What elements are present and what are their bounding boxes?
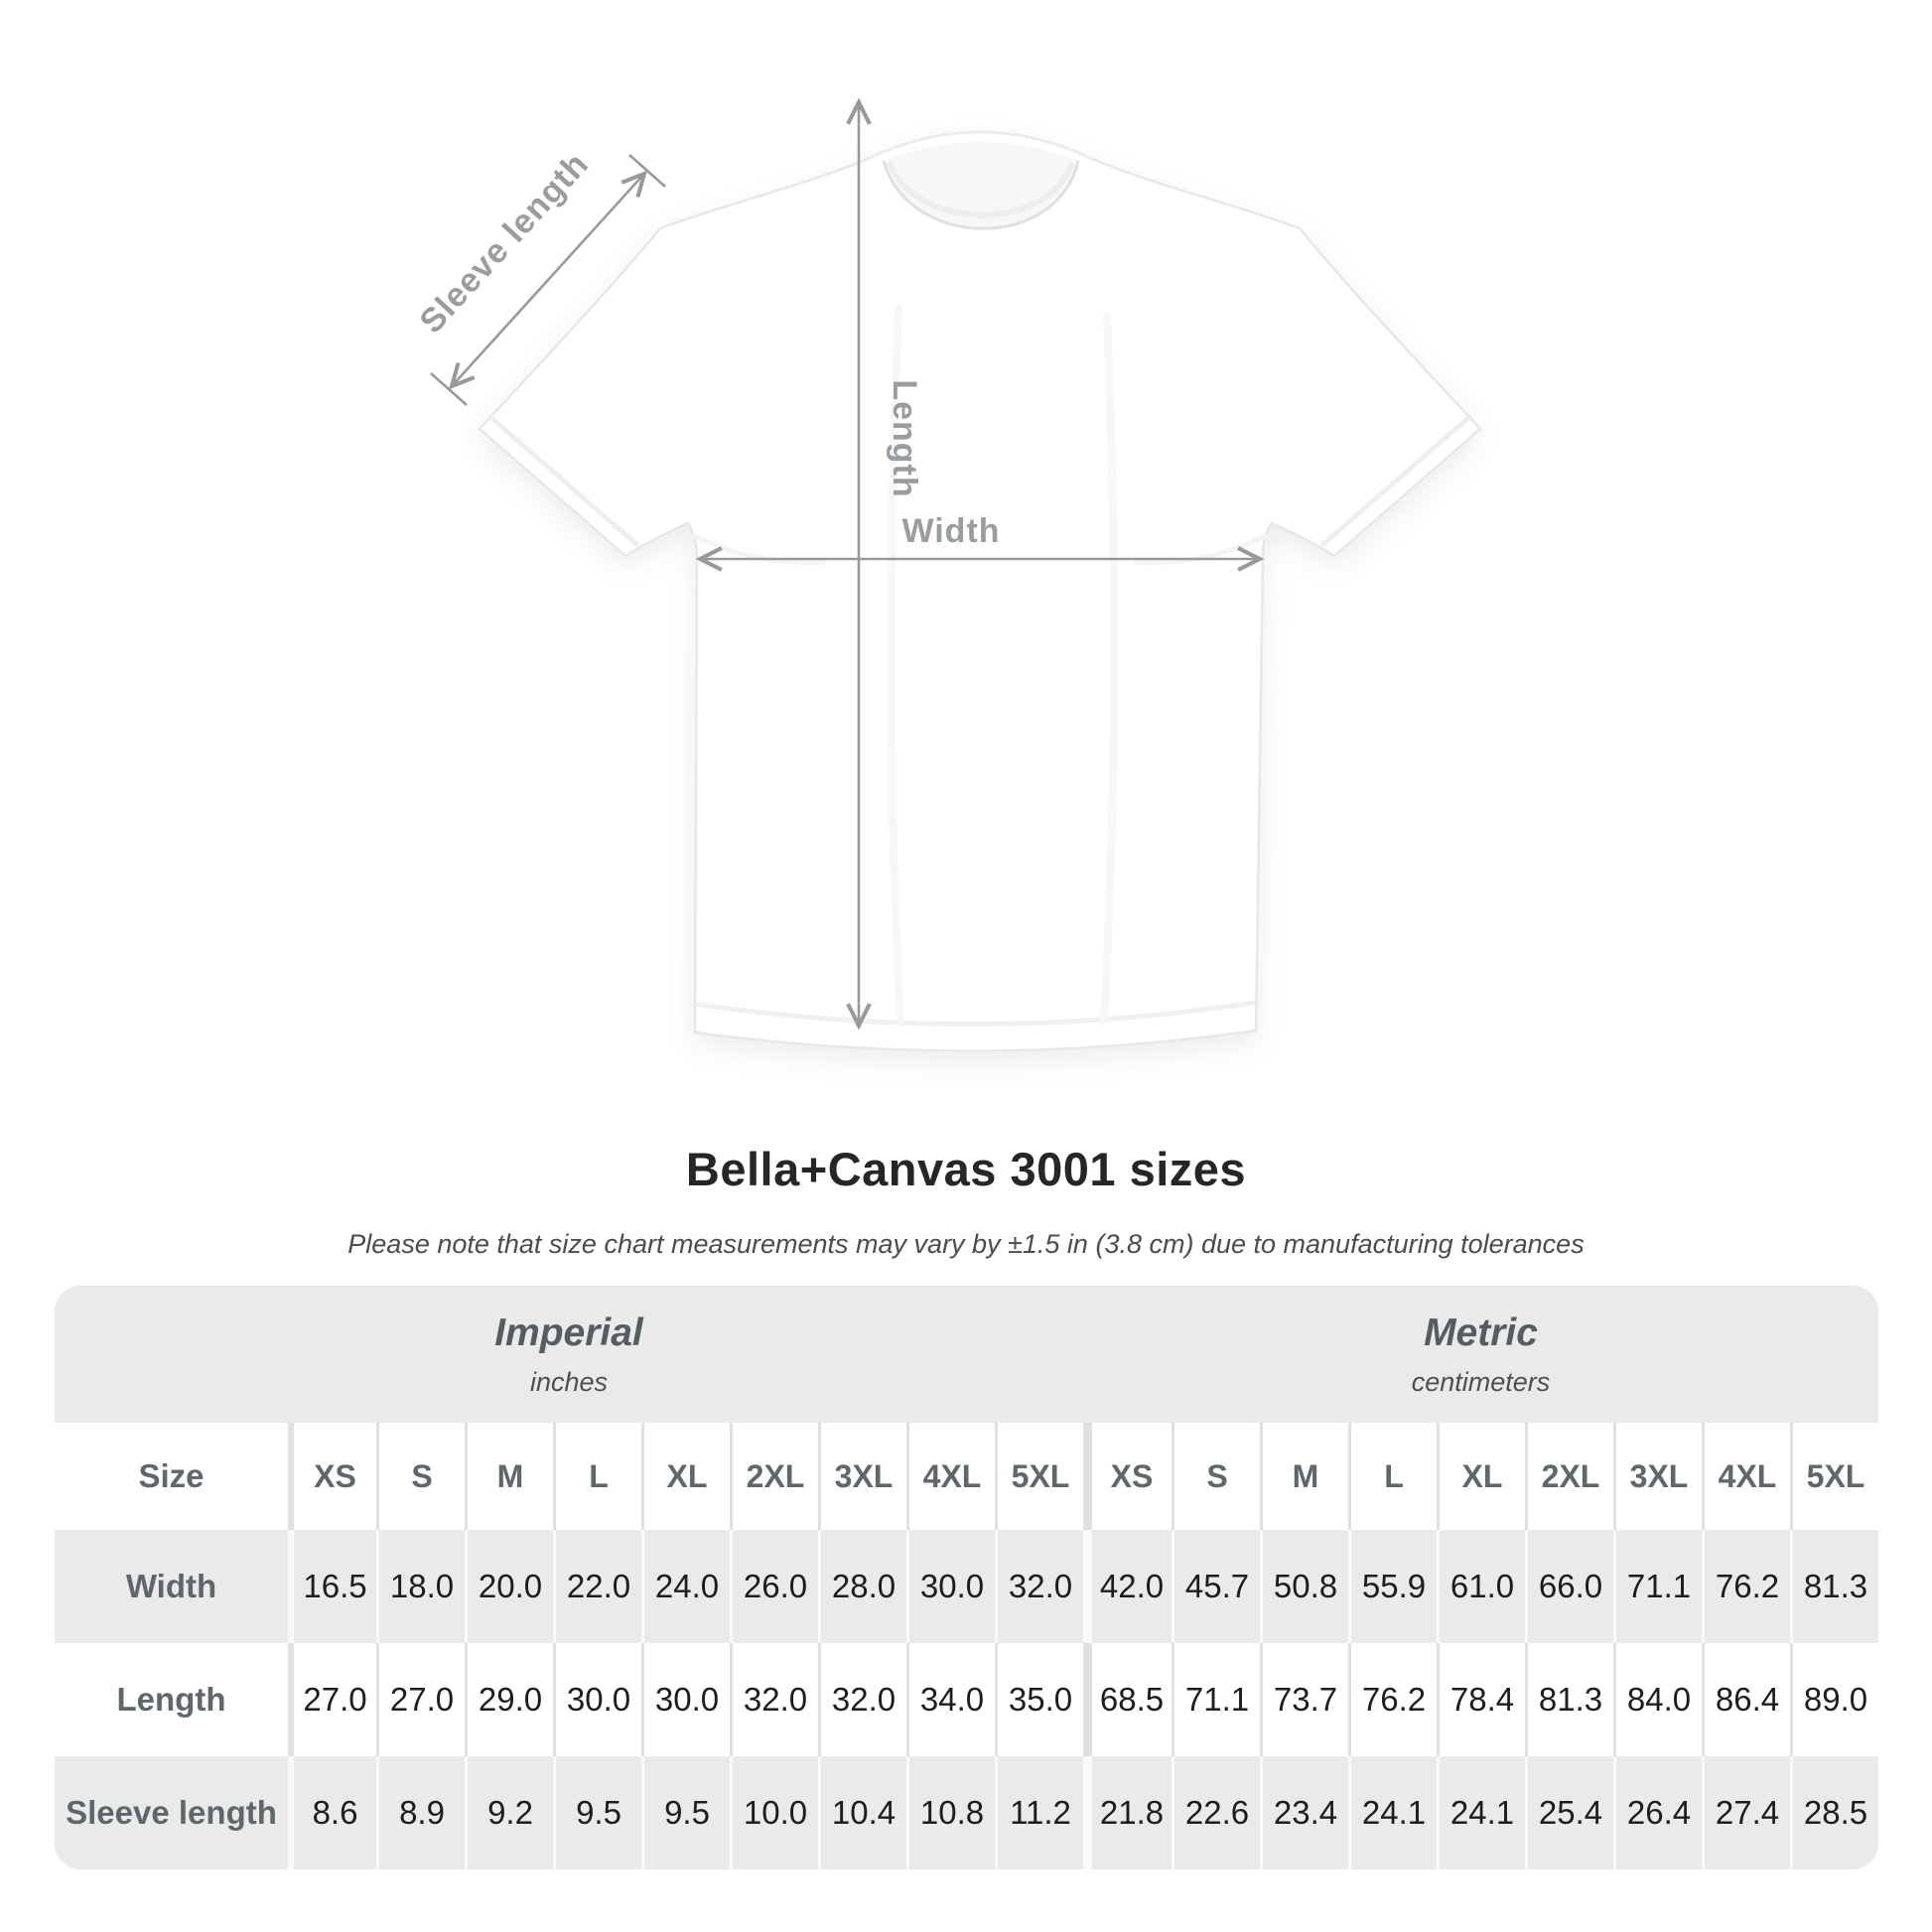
imperial-group-header bbox=[55, 1286, 1083, 1423]
width-metric-2xl: 66.0 bbox=[1525, 1530, 1613, 1643]
row-label-length: Length bbox=[55, 1643, 288, 1756]
row-label-width: Width bbox=[55, 1530, 288, 1643]
length-metric-3xl: 84.0 bbox=[1613, 1643, 1702, 1756]
length-metric-m: 73.7 bbox=[1260, 1643, 1348, 1756]
sleeve-metric-5xl: 28.5 bbox=[1790, 1756, 1878, 1869]
length-metric-4xl: 86.4 bbox=[1702, 1643, 1790, 1756]
width-metric-xl: 61.0 bbox=[1437, 1530, 1525, 1643]
width-metric-4xl: 76.2 bbox=[1702, 1530, 1790, 1643]
sleeve-metric-4xl: 27.4 bbox=[1702, 1756, 1790, 1869]
col-header-imperial-5xl: 5XL bbox=[995, 1423, 1083, 1530]
sleeve-length-tick-top bbox=[629, 155, 665, 187]
imperial-label: Imperial bbox=[494, 1311, 643, 1354]
width-imperial-2xl: 26.0 bbox=[730, 1530, 818, 1643]
col-header-imperial-xl: XL bbox=[641, 1423, 730, 1530]
col-header-metric-3xl: 3XL bbox=[1613, 1423, 1702, 1530]
col-header-imperial-xs: XS bbox=[288, 1423, 376, 1530]
sleeve-metric-s: 22.6 bbox=[1172, 1756, 1260, 1869]
col-header-imperial-l: L bbox=[553, 1423, 641, 1530]
length-imperial-4xl: 34.0 bbox=[906, 1643, 995, 1756]
width-metric-m: 50.8 bbox=[1260, 1530, 1348, 1643]
width-imperial-s: 18.0 bbox=[376, 1530, 465, 1643]
width-metric-xs: 42.0 bbox=[1083, 1530, 1172, 1643]
width-metric-5xl: 81.3 bbox=[1790, 1530, 1878, 1643]
sleeve-length-label: Sleeve length bbox=[412, 145, 597, 342]
col-header-metric-s: S bbox=[1172, 1423, 1260, 1530]
col-header-metric-l: L bbox=[1348, 1423, 1437, 1530]
length-imperial-2xl: 32.0 bbox=[730, 1643, 818, 1756]
length-imperial-m: 29.0 bbox=[465, 1643, 553, 1756]
sleeve-metric-2xl: 25.4 bbox=[1525, 1756, 1613, 1869]
width-label: Width bbox=[901, 512, 1001, 550]
width-imperial-xl: 24.0 bbox=[641, 1530, 730, 1643]
col-header-metric-xs: XS bbox=[1083, 1423, 1172, 1530]
sleeve-imperial-xl: 9.5 bbox=[641, 1756, 730, 1869]
sleeve-imperial-5xl: 11.2 bbox=[995, 1756, 1083, 1869]
sleeve-imperial-xs: 8.6 bbox=[288, 1756, 376, 1869]
col-header-imperial-2xl: 2XL bbox=[730, 1423, 818, 1530]
width-metric-s: 45.7 bbox=[1172, 1530, 1260, 1643]
length-metric-xs: 68.5 bbox=[1083, 1643, 1172, 1756]
width-imperial-3xl: 28.0 bbox=[818, 1530, 906, 1643]
length-imperial-s: 27.0 bbox=[376, 1643, 465, 1756]
length-imperial-xl: 30.0 bbox=[641, 1643, 730, 1756]
sleeve-metric-3xl: 26.4 bbox=[1613, 1756, 1702, 1869]
col-header-imperial-3xl: 3XL bbox=[818, 1423, 906, 1530]
sleeve-imperial-l: 9.5 bbox=[553, 1756, 641, 1869]
width-imperial-5xl: 32.0 bbox=[995, 1530, 1083, 1643]
tolerance-note: Please note that size chart measurements may vary by ±1.5 in (3.8 cm) due to manufacturing tolerances bbox=[347, 1229, 1585, 1259]
length-metric-s: 71.1 bbox=[1172, 1643, 1260, 1756]
row-label-sleeve-length: Sleeve length bbox=[55, 1756, 288, 1869]
metric-group-header bbox=[1083, 1286, 1878, 1423]
width-imperial-4xl: 30.0 bbox=[906, 1530, 995, 1643]
sleeve-length-tick-bottom bbox=[431, 373, 467, 405]
length-metric-xl: 78.4 bbox=[1437, 1643, 1525, 1756]
length-imperial-5xl: 35.0 bbox=[995, 1643, 1083, 1756]
col-header-metric-m: M bbox=[1260, 1423, 1348, 1530]
length-imperial-l: 30.0 bbox=[553, 1643, 641, 1756]
col-header-metric-2xl: 2XL bbox=[1525, 1423, 1613, 1530]
tshirt-illustration bbox=[480, 132, 1480, 1051]
sleeve-metric-m: 23.4 bbox=[1260, 1756, 1348, 1869]
page-title: Bella+Canvas 3001 sizes bbox=[685, 1143, 1247, 1195]
col-header-imperial-m: M bbox=[465, 1423, 553, 1530]
length-imperial-3xl: 32.0 bbox=[818, 1643, 906, 1756]
sleeve-metric-xl: 24.1 bbox=[1437, 1756, 1525, 1869]
metric-label: Metric bbox=[1424, 1311, 1538, 1354]
sleeve-imperial-4xl: 10.8 bbox=[906, 1756, 995, 1869]
sleeve-imperial-s: 8.9 bbox=[376, 1756, 465, 1869]
length-metric-l: 76.2 bbox=[1348, 1643, 1437, 1756]
col-header-metric-5xl: 5XL bbox=[1790, 1423, 1878, 1530]
width-metric-l: 55.9 bbox=[1348, 1530, 1437, 1643]
length-metric-5xl: 89.0 bbox=[1790, 1643, 1878, 1756]
size-table bbox=[55, 1286, 1878, 1869]
sleeve-imperial-m: 9.2 bbox=[465, 1756, 553, 1869]
imperial-unit: inches bbox=[529, 1366, 609, 1397]
width-metric-3xl: 71.1 bbox=[1613, 1530, 1702, 1643]
sleeve-imperial-2xl: 10.0 bbox=[730, 1756, 818, 1869]
width-imperial-l: 22.0 bbox=[553, 1530, 641, 1643]
tshirt-body bbox=[480, 132, 1480, 1051]
width-imperial-xs: 16.5 bbox=[288, 1530, 376, 1643]
sleeve-metric-l: 24.1 bbox=[1348, 1756, 1437, 1869]
metric-unit: centimeters bbox=[1411, 1366, 1551, 1397]
sleeve-imperial-3xl: 10.4 bbox=[818, 1756, 906, 1869]
col-header-metric-xl: XL bbox=[1437, 1423, 1525, 1530]
size-header-label: Size bbox=[55, 1423, 288, 1530]
col-header-imperial-s: S bbox=[376, 1423, 465, 1530]
length-imperial-xs: 27.0 bbox=[288, 1643, 376, 1756]
sleeve-metric-xs: 21.8 bbox=[1083, 1756, 1172, 1869]
width-imperial-m: 20.0 bbox=[465, 1530, 553, 1643]
col-header-imperial-4xl: 4XL bbox=[906, 1423, 995, 1530]
col-header-metric-4xl: 4XL bbox=[1702, 1423, 1790, 1530]
length-label: Length bbox=[886, 379, 923, 498]
length-metric-2xl: 81.3 bbox=[1525, 1643, 1613, 1756]
